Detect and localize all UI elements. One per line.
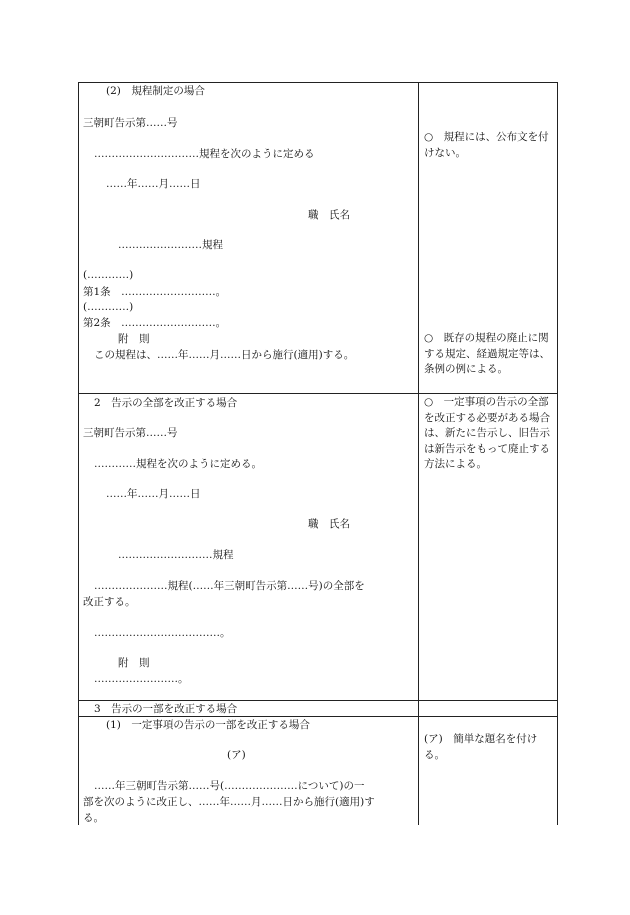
table-top-border xyxy=(78,82,558,83)
sub-heading: (1) 一定事項の告示の一部を改正する場合 xyxy=(106,719,310,731)
signer: 職 氏名 xyxy=(308,518,350,530)
decide-line: …………規程を次のように定める。 xyxy=(94,458,262,470)
date-line: ……年……月……日 xyxy=(106,488,201,500)
row-divider xyxy=(78,716,558,717)
body-line: ………………………………。 xyxy=(94,627,231,639)
regulation-name: ……………………規程 xyxy=(118,239,223,251)
note-full-revision: ○ 一定事項の告示の全部を改正する必要がある場合は、新たに告示し、旧告示は新告示をもって廃止する方法による。 xyxy=(424,396,550,470)
supplementary-title: 附 則 xyxy=(118,333,150,345)
regulation-name: ………………………規程 xyxy=(118,549,234,561)
section-heading: 2 告示の全部を改正する場合 xyxy=(94,397,238,409)
note-abolition: ○ 既存の規程の廃止に関する規定、経過規定等は、条例の例による。 xyxy=(424,332,550,375)
note-no-promulgation: ○ 規程には、公布文を付けない。 xyxy=(424,131,549,159)
amend-line: ……年三朝町告示第……号(…………………について)の一 xyxy=(94,780,365,792)
row-divider xyxy=(78,393,558,394)
section-heading: 3 告示の一部を改正する場合 xyxy=(94,703,238,715)
article-caption: (…………) xyxy=(83,301,134,313)
article-caption: (…………) xyxy=(83,269,134,281)
supplementary-text: この規程は、……年……月……日から施行(適用)する。 xyxy=(94,349,355,361)
article-2: 第2条 ………………………。 xyxy=(83,317,227,329)
note-simple-title: (ア) 簡単な題名を付ける。 xyxy=(424,733,538,761)
signer: 職 氏名 xyxy=(308,209,350,221)
revise-line: 改正する。 xyxy=(83,596,136,608)
supplementary-title: 附 則 xyxy=(118,657,150,669)
supplementary-text: ……………………。 xyxy=(94,673,189,685)
amend-line: る。 xyxy=(83,812,104,824)
notice-number: 三朝町告示第……号 xyxy=(83,427,178,439)
date-line: ……年……月……日 xyxy=(106,178,201,190)
amend-line: 部を次のように改正し、……年……月……日から施行(適用)す xyxy=(83,796,375,808)
revise-line: …………………規程(……年三朝町告示第……号)の全部を xyxy=(94,580,365,592)
decide-line: …………………………規程を次のように定める xyxy=(94,148,315,160)
label-a: (ア) xyxy=(227,749,246,761)
table-column-divider xyxy=(418,82,419,825)
row-divider xyxy=(78,700,558,701)
article-1: 第1条 ………………………。 xyxy=(83,286,227,298)
notice-number: 三朝町告示第……号 xyxy=(83,117,178,129)
table-right-border xyxy=(557,82,558,825)
section-heading: (2) 規程制定の場合 xyxy=(106,85,205,97)
table-left-border xyxy=(78,82,79,825)
